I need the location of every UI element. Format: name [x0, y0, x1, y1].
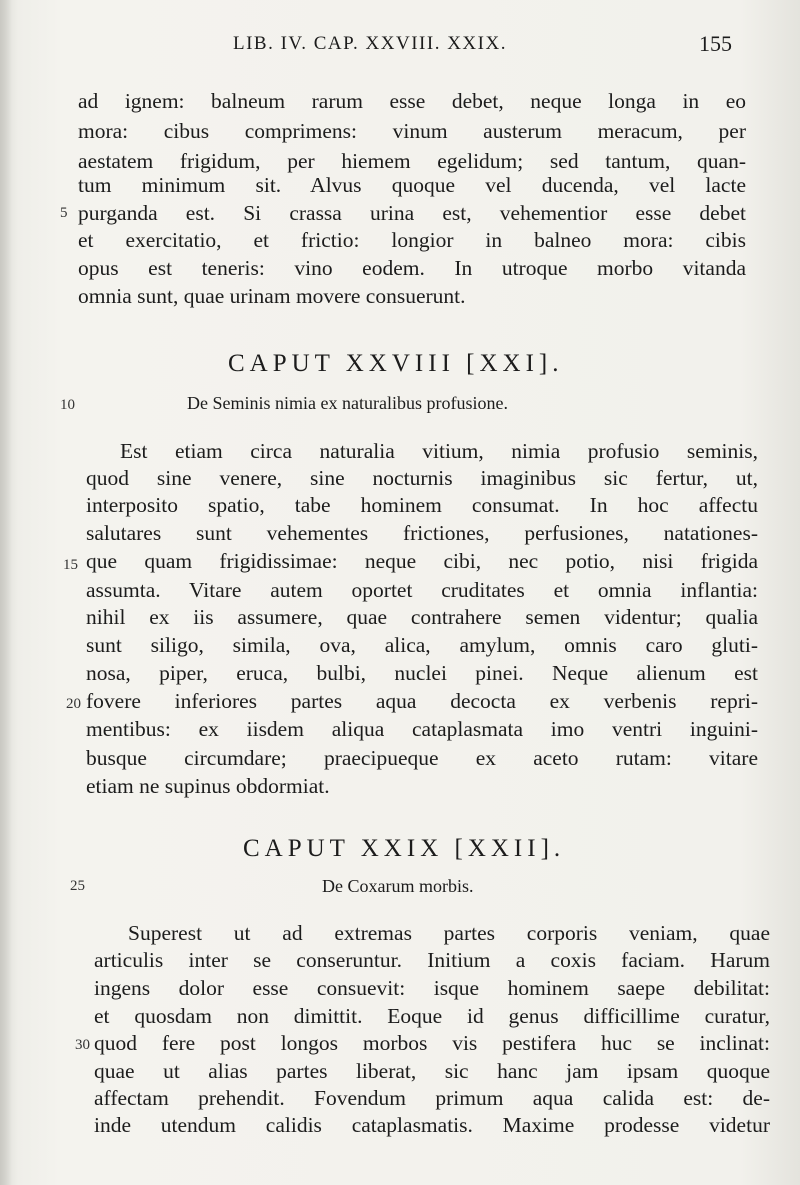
text-line: articulis inter se conseruntur. Initium a coxis faciam. Harum — [94, 948, 770, 972]
text-line: purganda est. Si crassa urina est, vehementior esse debet — [78, 201, 746, 225]
text-line: quod sine venere, sine nocturnis imaginibus sic fertur, ut, — [86, 466, 758, 490]
text-line: interposito spatio, tabe hominem consumat. In hoc affectu — [86, 493, 758, 517]
line-number: 15 — [63, 557, 78, 573]
text-line: ingens dolor esse consuevit: isque hominem saepe debilitat: — [94, 976, 770, 1000]
gutter-shadow — [0, 0, 12, 1185]
text-line: nihil ex iis assumere, quae contrahere semen videntur; qualia — [86, 605, 758, 629]
text-line: tum minimum sit. Alvus quoque vel ducenda, vel lacte — [78, 173, 746, 197]
page-number: 155 — [699, 31, 732, 56]
line-number: 5 — [60, 205, 68, 221]
chapter-rubric: De Coxarum morbis. — [322, 876, 474, 896]
line-number: 25 — [70, 878, 85, 894]
text-line: affectam prehendit. Fovendum primum aqua calida est: de- — [94, 1086, 770, 1110]
text-line: nosa, piper, eruca, bulbi, nuclei pinei. Neque alienum est — [86, 661, 758, 685]
text-line: mentibus: ex iisdem aliqua cataplasmata imo ventri inguini- — [86, 717, 758, 741]
chapter-heading: CAPUT XXIX [XXII]. — [243, 835, 566, 862]
text-line: ad ignem: balneum rarum esse debet, neque longa in eo — [78, 89, 746, 113]
text-line: que quam frigidissimae: neque cibi, nec potio, nisi frigida — [86, 549, 758, 573]
text-line: aestatem frigidum, per hiemem egelidum; sed tantum, quan- — [78, 149, 746, 173]
line-number: 10 — [60, 397, 75, 413]
text-line: mora: cibus comprimens: vinum austerum meracum, per — [78, 119, 746, 143]
text-line: opus est teneris: vino eodem. In utroque morbo vitanda — [78, 256, 746, 280]
chapter-rubric: De Seminis nimia ex naturalibus profusione. — [187, 393, 508, 413]
text-line: salutares sunt vehementes frictiones, perfusiones, natationes- — [86, 521, 758, 545]
text-line: quod fere post longos morbos vis pestifera huc se inclinat: — [94, 1031, 770, 1055]
running-title: LIB. IV. CAP. XXVIII. XXIX. — [233, 33, 507, 54]
text-line: et exercitatio, et frictio: longior in balneo mora: cibis — [78, 228, 746, 252]
text-line: busque circumdare; praecipueque ex aceto rutam: vitare — [86, 746, 758, 770]
text-line: omnia sunt, quae urinam movere consuerunt. — [78, 284, 466, 308]
text-line: Superest ut ad extremas partes corporis veniam, quae — [128, 921, 770, 945]
text-line: fovere inferiores partes aqua decocta ex verbenis repri- — [86, 689, 758, 713]
text-line: quae ut alias partes liberat, sic hanc jam ipsam quoque — [94, 1059, 770, 1083]
text-line: sunt siligo, simila, ova, alica, amylum, omnis caro gluti- — [86, 633, 758, 657]
line-number: 20 — [66, 696, 81, 712]
text-line: etiam ne supinus obdormiat. — [86, 774, 330, 798]
text-line: Est etiam circa naturalia vitium, nimia profusio seminis, — [120, 439, 758, 463]
text-line: et quosdam non dimittit. Eoque id genus difficillime curatur, — [94, 1004, 770, 1028]
chapter-heading: CAPUT XXVIII [XXI]. — [228, 350, 564, 377]
line-number: 30 — [75, 1037, 90, 1053]
text-line: assumta. Vitare autem oportet cruditates et omnia inflantia: — [86, 578, 758, 602]
running-head — [0, 33, 800, 59]
text-line: inde utendum calidis cataplasmatis. Maxime prodesse videtur — [94, 1113, 770, 1137]
